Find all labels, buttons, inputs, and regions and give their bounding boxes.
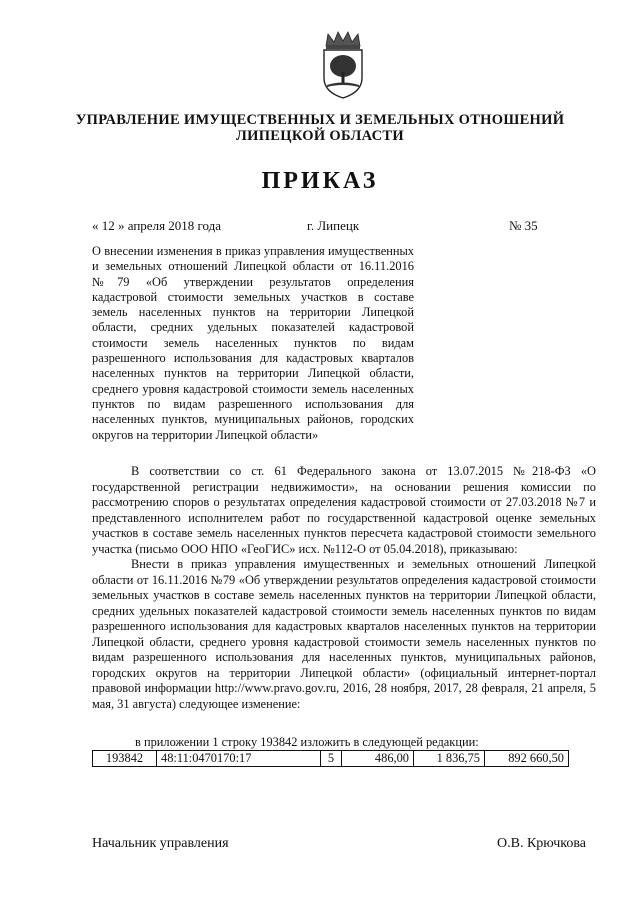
cell-value-2: 1 836,75 <box>414 751 485 767</box>
order-subject: О внесении изменения в приказ управления имущественных и земельных отношений Липецкой области от 16.11.2016 №79 «Об утверждении результатов определения кадастровой стоимости земельных участков в составе земель населенных пунктов на территории Липецкой области, средних удельных показателей кадастровой стоимости земель населенных пунктов по видам разрешенного использования для кадастровых кварталов населенных пунктов на территории Липецкой области, среднего уровня кадастровой стоимости земель населенных пунктов по видам разрешенного использования для населенных пунктов, муниципальных районов, городских округов на территории Липецкой области» <box>92 244 414 442</box>
cell-cadastral-number: 48:11:0470170:17 <box>157 751 321 767</box>
cell-row-number: 193842 <box>93 751 157 767</box>
cell-value-1: 486,00 <box>342 751 414 767</box>
document-title: ПРИКАЗ <box>261 168 379 194</box>
order-city: г. Липецк <box>307 218 360 233</box>
table-caption: в приложении 1 строку 193842 изложить в следующей редакции: <box>135 735 479 749</box>
table-row <box>93 751 569 767</box>
lipetsk-coat-of-arms-emblem <box>318 30 368 100</box>
amendment-table <box>92 750 569 767</box>
signatory-name: О.В. Крючкова <box>497 836 586 851</box>
organization-name-line2: ЛИПЕЦКОЙ ОБЛАСТИ <box>236 128 404 144</box>
cell-value-3: 892 660,50 <box>485 751 569 767</box>
preamble-paragraph: В соответствии со ст. 61 Федерального закона от 13.07.2015 №218-ФЗ «О государственной регистрации недвижимости», на основании решения комиссии по рассмотрению споров о результатах определения кадастровой стоимости от 27.03.2018 №7 и представленного исполнителем работ по государственной кадастровой оценке земельных участков в составе земель населенных пунктов пересчета кадастровой стоимости земельного участка (письмо ООО НПО «ГеоГИС» исх. №112-О от 05.04.2018), приказываю: <box>92 464 596 556</box>
cell-code: 5 <box>321 751 342 767</box>
order-date: « 12 » апреля 2018 года <box>92 218 222 233</box>
directive-paragraph: Внести в приказ управления имущественных и земельных отношений Липецкой области от 16.11.2016 №79 «Об утверждении результатов определения кадастровой стоимости земельных участков в составе земель населенных пунктов на территории Липецкой области, средних удельных показателей кадастровой стоимости земель населенных пунктов по видам разрешенного использования для кадастровых кварталов населенных пунктов на территории Липецкой области, среднего уровня кадастровой стоимости земель населенных пунктов по видам разрешенного использования для населенных пунктов, муниципальных районов, городских округов на территории Липецкой области» (официальный интернет-портал правовой информации http://www.pravo.gov.ru, 2016, 28 ноября, 2017, 28 февраля, 21 апреля, 5 мая, 31 августа) следующее изменение: <box>92 557 596 711</box>
signatory-role: Начальник управления <box>92 836 229 851</box>
organization-name-line1: УПРАВЛЕНИЕ ИМУЩЕСТВЕННЫХ И ЗЕМЕЛЬНЫХ ОТНОШЕНИЙ <box>75 112 565 128</box>
order-number: № 35 <box>509 218 538 233</box>
order-body <box>92 464 596 712</box>
